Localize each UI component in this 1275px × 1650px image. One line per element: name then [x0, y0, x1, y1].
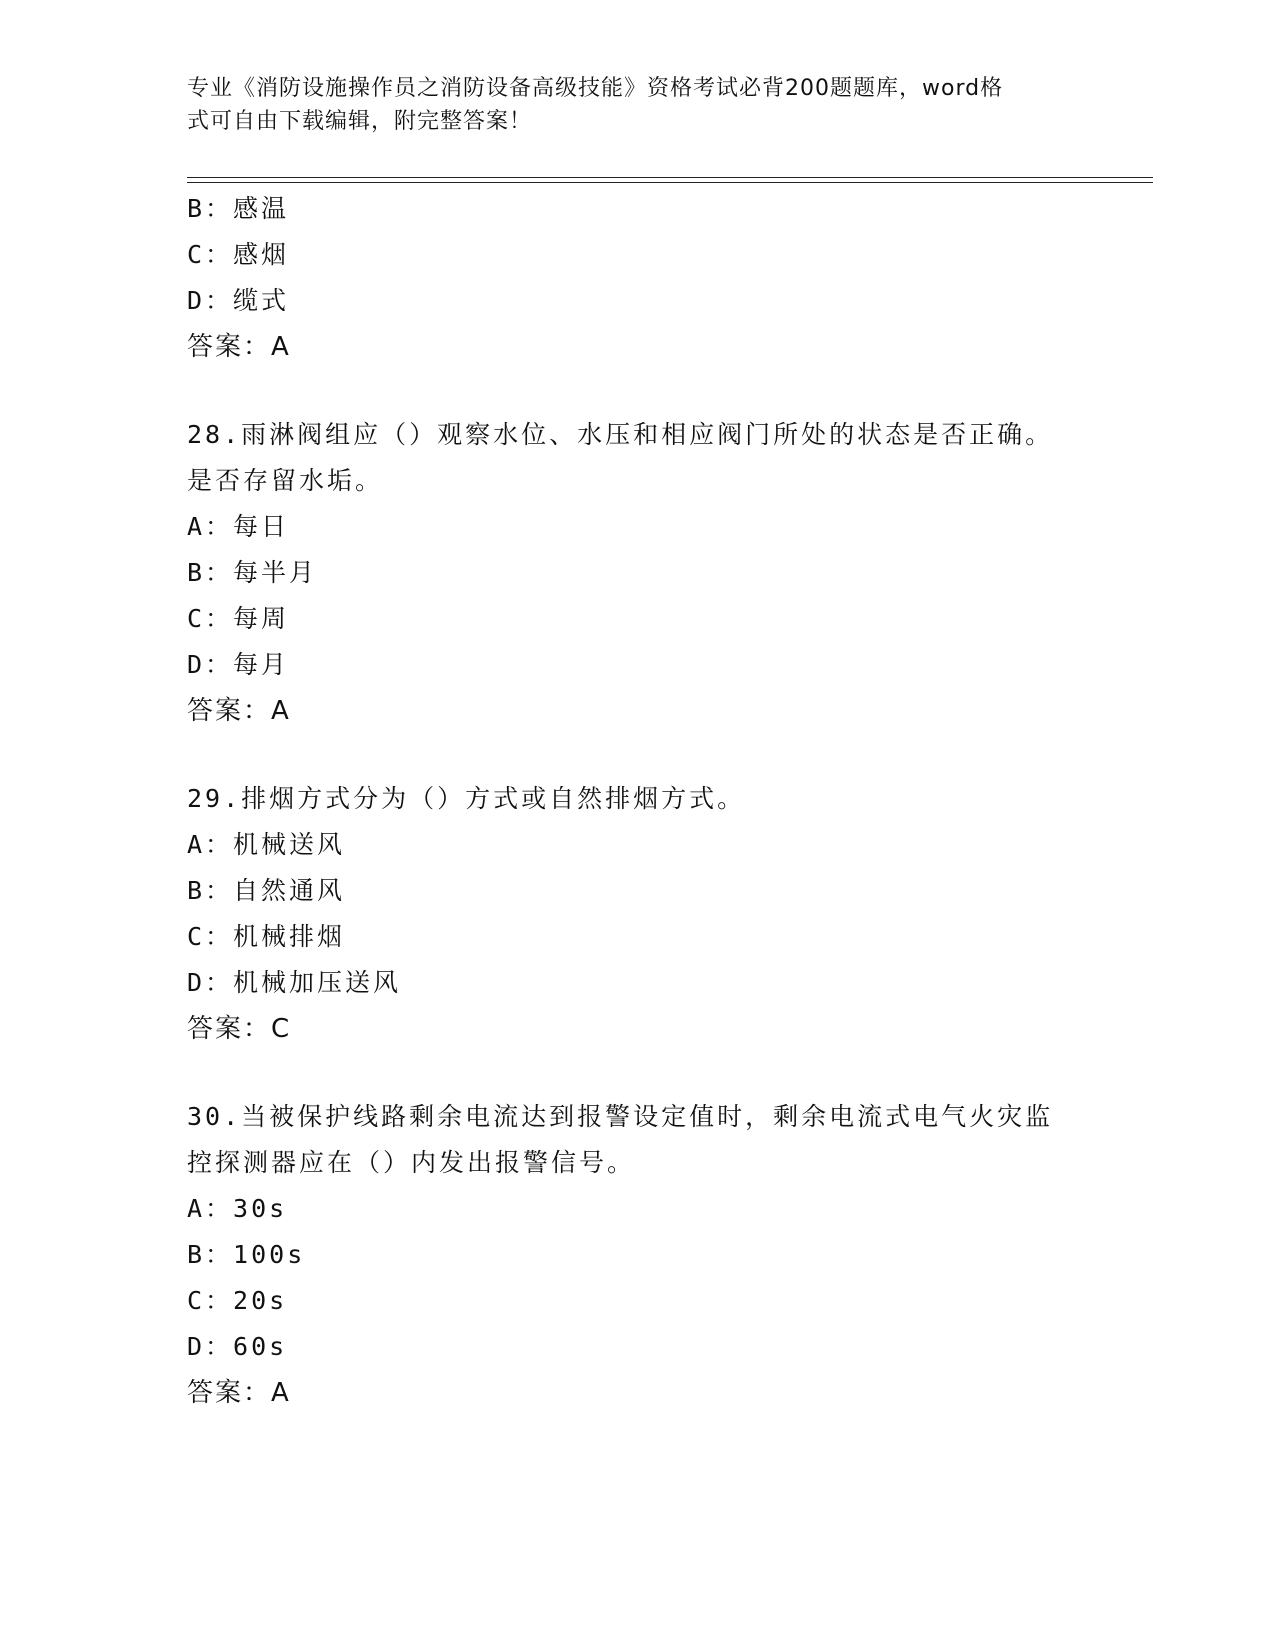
option-d: D：每月	[187, 650, 290, 679]
header-line-2: 式可自由下载编辑，附完整答案！	[187, 109, 533, 134]
option-c: C：20s	[187, 1286, 288, 1315]
header-rule-bottom	[187, 182, 1153, 183]
option-c: C：机械排烟	[187, 922, 346, 951]
question-28	[187, 412, 1087, 734]
option-b: B：100s	[187, 1240, 306, 1269]
answer: 答案：C	[187, 1014, 292, 1044]
question-text-line-1: 30.当被保护线路剩余电流达到报警设定值时，剩余电流式电气火灾监	[187, 1102, 1054, 1131]
option-d: D：机械加压送风	[187, 968, 402, 997]
question-text-line-1: 29.排烟方式分为（）方式或自然排烟方式。	[187, 784, 746, 813]
option-d: D：60s	[187, 1332, 288, 1361]
option-b: B：自然通风	[187, 876, 346, 905]
option-c: C：感烟	[187, 240, 290, 269]
option-b: B：每半月	[187, 558, 318, 587]
question-30	[187, 1094, 1087, 1416]
header-line-1: 专业《消防设施操作员之消防设备高级技能》资格考试必背200题题库，word格	[187, 76, 1004, 101]
option-a: A：每日	[187, 512, 290, 541]
option-b: B：感温	[187, 194, 290, 223]
answer: 答案：A	[187, 332, 291, 362]
option-c: C：每周	[187, 604, 290, 633]
question-29	[187, 776, 1087, 1052]
document-header	[187, 72, 1067, 138]
option-d: D：缆式	[187, 286, 290, 315]
answer: 答案：A	[187, 696, 291, 726]
option-a: A：30s	[187, 1194, 288, 1223]
header-rule-top	[187, 177, 1153, 178]
answer: 答案：A	[187, 1378, 291, 1408]
question-text-line-2: 控探测器应在（）内发出报警信号。	[187, 1148, 636, 1177]
question-text-line-2: 是否存留水垢。	[187, 466, 384, 495]
option-a: A：机械送风	[187, 830, 346, 859]
question-27-tail	[187, 186, 1087, 370]
question-text-line-1: 28.雨淋阀组应（）观察水位、水压和相应阀门所处的状态是否正确。	[187, 420, 1054, 449]
question-list	[187, 186, 1087, 1416]
